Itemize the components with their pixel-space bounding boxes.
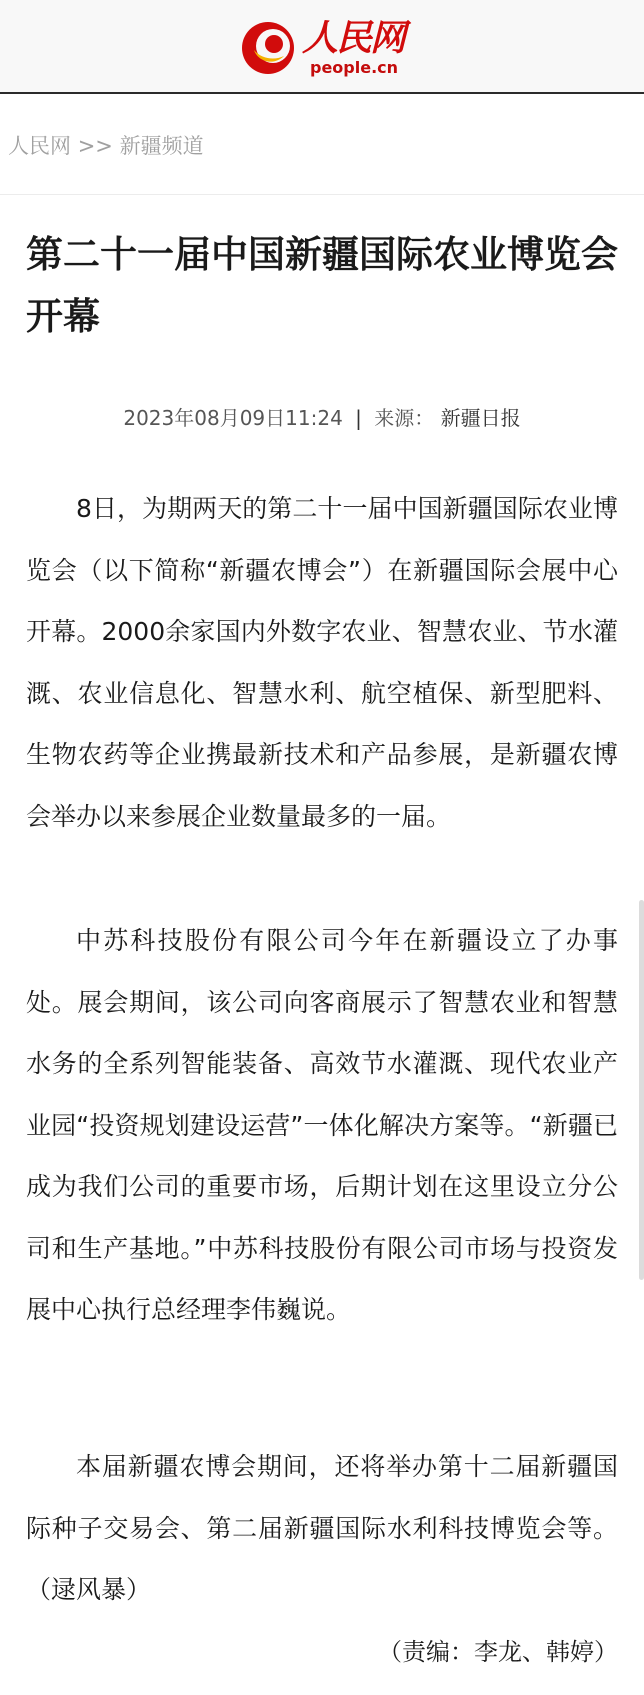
editor-credit: （责编：李龙、韩婷） [378,1638,618,1666]
source-label: 来源： [374,406,435,430]
people-logo-icon [240,20,296,76]
meta-separator: | [355,406,362,430]
article-title: 第二十一届中国新疆国际农业博览会开幕 [26,233,618,338]
breadcrumb [8,128,204,164]
logo-text-cn: 人民网 [302,17,405,59]
logo-text-en: people.cn [310,58,399,77]
publish-datetime: 2023年08月09日11:24 [123,406,343,430]
breadcrumb-channel-link[interactable]: 新疆频道 [119,134,204,158]
site-header [0,0,644,94]
breadcrumb-home-link[interactable]: 人民网 [8,134,71,158]
source-link[interactable]: 新疆日报 [440,406,521,430]
people-logo[interactable] [240,18,410,80]
breadcrumb-separator: >> [77,134,113,158]
article-paragraph: 中苏科技股份有限公司今年在新疆设立了办事处。展会期间，该公司向客商展示了智慧农业和智慧水务的全系列智能装备、高效节水灌溉、现代农业产业园“投资规划建设运营”一体化解决方案等。“新疆已成为我们公司的重要市场，后期计划在这里设立分公司和生产基地。”中苏科技股份有限公司市场与投资发展中心执行总经理李伟巍说。 [26,926,618,1324]
header-divider [0,194,644,195]
scrollbar[interactable] [639,900,644,1280]
article-paragraph: 本届新疆农博会期间，还将举办第十二届新疆国际种子交易会、第二届新疆国际水利科技博览会等。（逯风暴） [26,1452,618,1604]
article-paragraph: 8日，为期两天的第二十一届中国新疆国际农业博览会（以下简称“新疆农博会”）在新疆国际会展中心开幕。2000余家国内外数字农业、智慧农业、节水灌溉、农业信息化、智慧水利、航空植保、新型肥料、生物农药等企业携最新技术和产品参展，是新疆农博会举办以来参展企业数量最多的一届。 [26,494,618,831]
article-meta [0,401,644,435]
